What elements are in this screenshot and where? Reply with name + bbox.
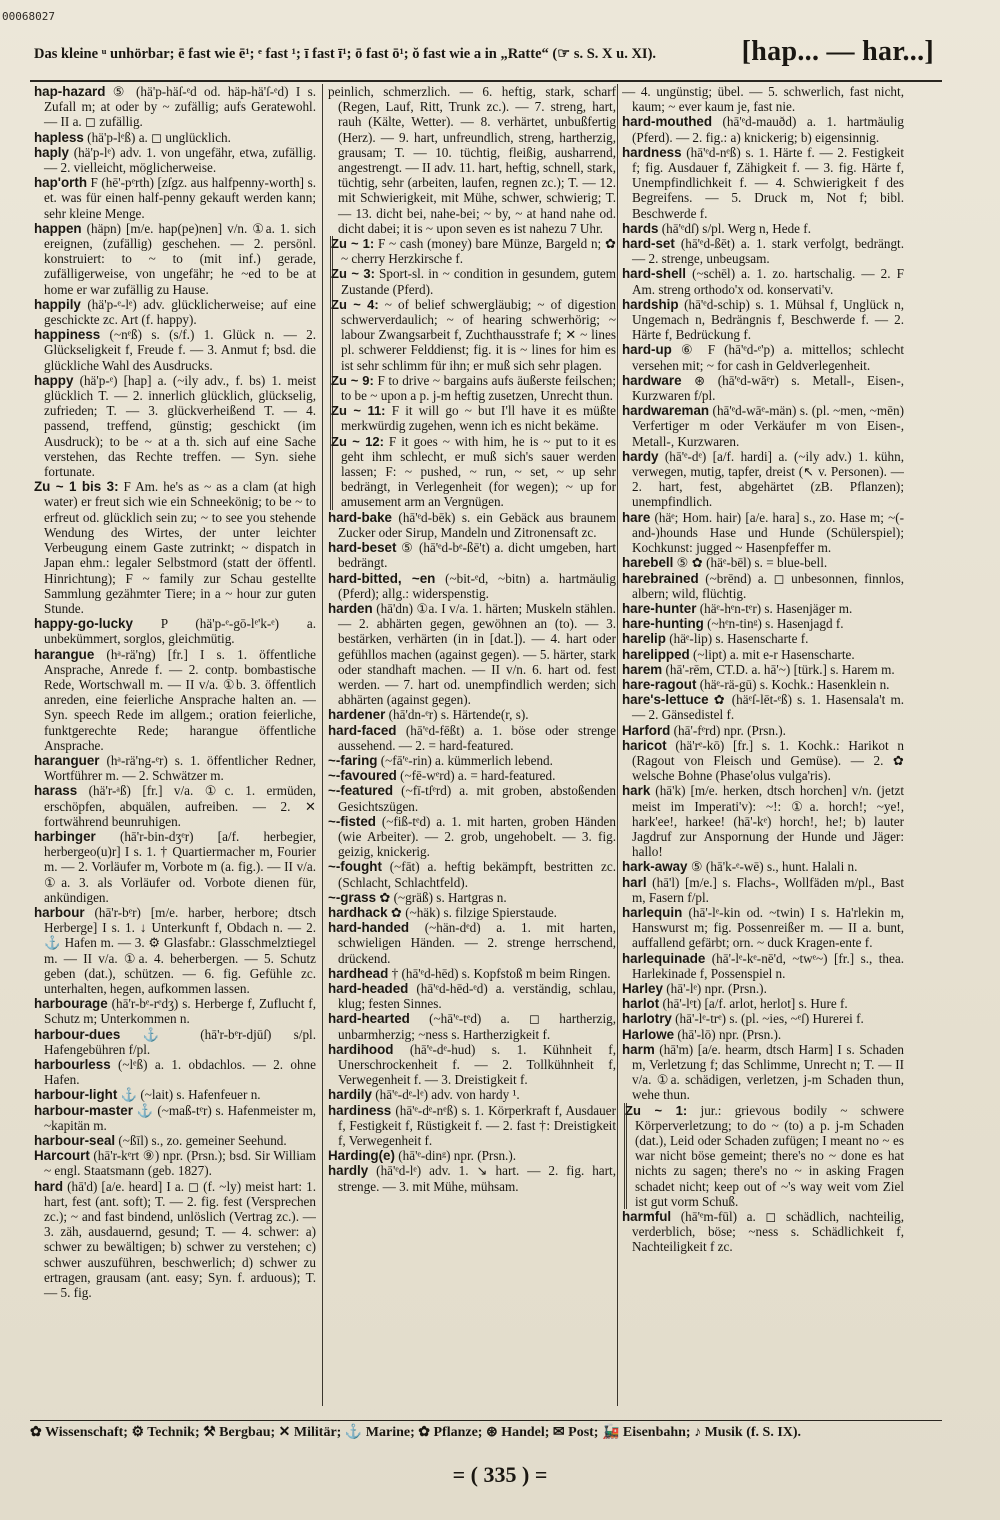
dictionary-entry xyxy=(34,905,316,996)
header-rule xyxy=(30,80,942,82)
headword: haranguer xyxy=(34,752,100,768)
entry-text: F ~ cash (money) bare Münze, Bargeld n; ✿ ~ cherry Herzkirsche f. xyxy=(341,236,616,267)
headword: harelipped xyxy=(622,646,690,662)
headword: Zu ~ 12: xyxy=(331,433,384,449)
headword: ~-faring xyxy=(328,752,378,768)
dictionary-entry xyxy=(34,647,316,753)
headword: hapless xyxy=(34,129,84,145)
dictionary-entry xyxy=(34,479,316,616)
headword: ~-favoured xyxy=(328,768,397,784)
entry-text: (hā'ᵉd-hēd-ᵉd) a. verständig, schlau, klug; festen Sinnes. xyxy=(338,980,616,1012)
entry-text: (hā'dn-ᵉr) s. Härtende(r, s). xyxy=(388,707,529,723)
dictionary-entry xyxy=(622,266,904,296)
dictionary-entry xyxy=(622,677,904,692)
entry-text: ✿ (~gräß) s. Hartgras n. xyxy=(379,889,507,905)
entry-text: (~lipt) a. mit e-r Hasenscharte. xyxy=(693,646,855,662)
entry-text: (hā'ᵉd-wāᵉ-män) s. (pl. ~men, ~mēn) Verfertiger m oder Verkäufer m von Eisen-, Metall-, Kurzwaren. xyxy=(632,403,904,449)
headword: harbinger xyxy=(34,828,96,844)
sub-entry xyxy=(330,236,616,266)
dictionary-entry xyxy=(622,114,904,144)
dictionary-entry xyxy=(328,890,616,905)
headword: haricot xyxy=(622,737,667,753)
entry-text: Sport-sl. in ~ condition in gesundem, gutem Zustande (Pferd). xyxy=(341,266,616,297)
headword: hark xyxy=(622,783,651,799)
dictionary-entry xyxy=(34,996,316,1026)
entry-text: P (hä'p-ᵉ-gō-lᵉ'k-ᵉ) a. unbekümmert, sorglos, gleichmütig. xyxy=(44,616,316,647)
entry-text: (hā'm) [a/e. hearm, dtsch Harm] I s. Schaden m, Verletzung f; das Schlimme, Unrecht n; T. — II v/a. ①a. schädigen, verletzen, j-m Schaden thun, wehe thun. xyxy=(632,1041,904,1103)
entry-text: (hā'r-bᵉ-rᵉdʒ) s. Herberge f, Zuflucht f, Schutz m; Unterkommen n. xyxy=(44,996,316,1027)
entry-text: (hä'p-ᵉ) [hap] a. (~ily adv., f. bs) 1. meist glücklich T. — 2. innerlich glücklich, glückselig, zufrieden; T. — 3. glückverheißend T. — 4. passend, treffend, günstig; geschickt (im Ausdruck); to be ~ at a th. sich auf eine Sache verstehen, das Rechte treffen. — Syn. siehe fortunate. xyxy=(44,372,316,480)
dictionary-entry xyxy=(328,571,616,601)
dictionary-entry xyxy=(622,723,904,738)
headword: harmful xyxy=(622,1209,672,1225)
headword: harass xyxy=(34,783,78,799)
sub-entry xyxy=(624,1103,904,1209)
dictionary-entry xyxy=(328,905,616,920)
dictionary-entry xyxy=(34,783,316,829)
headword: hare's-lettuce xyxy=(622,692,709,708)
dictionary-entry xyxy=(328,707,616,722)
dictionary-entry xyxy=(34,221,316,297)
dictionary-entry xyxy=(622,981,904,996)
dictionary-entry xyxy=(34,753,316,783)
dictionary-entry xyxy=(622,875,904,905)
headword: harebell xyxy=(622,555,674,571)
dictionary-entry xyxy=(34,145,316,175)
headword: hard-hearted xyxy=(328,1011,410,1027)
headword: Zu ~ 9: xyxy=(331,372,374,388)
entry-text: (~ßīl) s., zo. gemeiner Seehund. xyxy=(118,1133,287,1149)
dictionary-entry xyxy=(622,631,904,646)
entry-text: (~bit-ᵉd, ~bitn) a. hartmäulig (Pferd); allg.: widerspenstig. xyxy=(338,570,616,601)
dictionary-entry xyxy=(328,981,616,1011)
entry-text: jur.: grievous bodily ~ schwere Körperverletzung; to do ~ (to) a p. j-m Schaden (dat.), Leid oder Schaden zufügen; I meant no ~ es war nicht böse gemeint; there's no ~ done es hat nichts zu sagen; there's no ~ in asking Fragen schadet nicht; keep out of ~'s way weit vom Ziel ist gut vorm Schuß. xyxy=(635,1102,904,1209)
headword: ~-fought xyxy=(328,859,382,875)
dictionary-entry xyxy=(328,84,616,236)
headword: hard-bake xyxy=(328,509,392,525)
column-divider xyxy=(322,84,323,1406)
dictionary-entry xyxy=(622,1011,904,1026)
entry-text: (~fiß-tᵉd) a. 1. mit harten, groben Händen (wie Arbeiter). — 2. grob, ungehobelt. — 3. fig. geizig, knickerig. xyxy=(338,813,616,860)
dictionary-entry xyxy=(34,1179,316,1301)
headword: harbour-seal xyxy=(34,1133,116,1149)
entry-text: (~hᵉn-tinᵍ) s. Hasenjagd f. xyxy=(707,616,844,632)
page-header xyxy=(34,36,934,80)
entry-text: (hᵃ-rä'ng-ᵉr) s. 1. öffentlicher Redner, Wortführer m. — 2. Schwätzer m. xyxy=(44,752,316,784)
headword: harm xyxy=(622,1041,655,1057)
dictionary-entry xyxy=(34,829,316,905)
entry-text: ⚓ (~lait) s. Hafenfeuer n. xyxy=(120,1087,261,1103)
headword: harangue xyxy=(34,646,95,662)
headword: harlequinade xyxy=(622,950,706,966)
entry-text: (hā'd) [a/e. heard] I a. ◻ (f. ~ly) meist hart: 1. hart, fest (ant. soft); T. — 2. fig. fest (Versprechen zc.); ~ and fast bindend, unlöslich (Vertrag zc.). — 3. zäh, ausdauernd, gesund; T. — 4. schwer: a) schwer zu bewältigen; b) schwer zu verstehen; c) schwer auszuführen, beschwerlich; d) schwer zu ertragen, grausam (ant. easy; Syn. f. arduous); T. — 5. fig. xyxy=(44,1178,316,1301)
headword: harbourage xyxy=(34,996,108,1012)
headword: ~-featured xyxy=(328,783,394,799)
headword: hard-mouthed xyxy=(622,114,713,130)
dictionary-entry xyxy=(622,510,904,556)
entry-text: (~hā'ᵉ-tᵉd) a. ◻ hartherzig, unbarmherzig; ~ness s. Hartherzigkeit f. xyxy=(338,1011,616,1042)
dictionary-entry xyxy=(622,647,904,662)
dictionary-entry xyxy=(328,1148,616,1163)
entry-text: (hā'-lᵉ-kin od. ~twin) I s. Ha'rlekin m, Hanswurst m; fig. Possenreißer m. — II a. bunt, auffallend gefärbt; orn. ~ duck Kragen-ente f. xyxy=(632,904,904,951)
entry-text: (~lᵉß) a. 1. obdachlos. — 2. ohne Hafen. xyxy=(44,1057,316,1088)
entry-text: (hä'p-ᵉ-lᵉ) adv. glücklicherweise; auf eine geschickte zc. Art (f. happy). xyxy=(44,296,316,328)
headword: harbour-light xyxy=(34,1087,118,1103)
entry-text: (häᵉ-lip) s. Hasenscharte f. xyxy=(669,631,809,647)
entry-text: F it will go ~ but I'll have it es müßte merkwürdig zugehen, wenn ich es nicht bekäme. xyxy=(341,403,616,434)
entry-text: F Am. he's as ~ as a clam (at high water) er freut sich wie ein Schneekönig; to be ~ to erfreut od. glücklich sein zu; ~ to see you stehende Wendung des Wirtes, der unter leichter Verbeugung einem Gaste zutrinkt; ~ dispatch in Japan ehm.: legaler Selbstmord (statt der öffentl. Hinrichtung); F ~ family zur Schau gestellte Sammlung gezähmter Tiere; in a ~ hour zur guten Stunde. xyxy=(44,479,316,616)
headword: Zu ~ 1: xyxy=(331,236,375,252)
guide-words: [hap... — har...] xyxy=(741,36,934,67)
headword: harem xyxy=(622,661,663,677)
entry-text: (hā'-lᵉ-trᵉ) s. (pl. ~ies, ~ᵉſ) Hurerei f. xyxy=(675,1011,864,1027)
dictionary-entry xyxy=(328,966,616,981)
dictionary-entry xyxy=(328,510,616,540)
entry-text: (häpn) [m/e. hap(pe)nen] v/n. ①a. 1. sich ereignen, (zufällig) geschehen. — 2. persönl. konstruiert: to ~ to (mit inf.) gerade, zufälligerweise, von ungefähr; he ~ed to be at home er war zufällig zu Hause. xyxy=(44,220,316,297)
headword: harbourless xyxy=(34,1057,111,1072)
dictionary-entry xyxy=(622,1209,904,1255)
entry-text: (hā'ᵉ-dᵉ-nᵉß) s. 1. Körperkraft f, Ausdauer f, Festigkeit f, Rüstigkeit f. — 2. fast †: Dreistigkeit f, Verwegenheit f. xyxy=(338,1102,616,1149)
dictionary-entry xyxy=(34,130,316,145)
dictionary-entry xyxy=(328,601,616,707)
page-number: = ( 335 ) = xyxy=(452,1462,548,1487)
dictionary-entry xyxy=(34,297,316,327)
sub-entry xyxy=(330,266,616,296)
dictionary-entry xyxy=(328,920,616,966)
entry-text: (hā'ᵉdſ) s/pl. Werg n, Hede f. xyxy=(661,220,811,236)
entry-text: (~hän-dᵉd) a. 1. mit harten, schwieligen Händen. — 2. strenge herrschend, drückend. xyxy=(338,920,616,966)
dictionary-entry xyxy=(328,1163,616,1193)
dictionary-entry xyxy=(622,905,904,951)
headword: harebrained xyxy=(622,570,699,586)
dictionary-entry xyxy=(622,555,904,570)
entry-text: (häᵉ-rä-gū) s. Kochk.: Hasenklein n. xyxy=(699,676,890,692)
headword: hare-hunting xyxy=(622,616,704,632)
dictionary-entry xyxy=(622,951,904,981)
entry-text: (hā'-lō) npr. (Prsn.). xyxy=(677,1026,782,1042)
headword: hard-faced xyxy=(328,722,397,738)
headword: hards xyxy=(622,220,659,236)
dictionary-entry xyxy=(622,236,904,266)
dictionary-entry xyxy=(328,768,616,783)
entry-text: (hā'k) [m/e. herken, dtsch horchen] v/n. (jetzt meist im Imperati'v): ~!: ①a. horch!; ~ye!, hark'ee!, harkee! (hā'-kᵉ) horch!, he!; b) lauter Jagdruf zur Anspornung der Hunde und Jäger: hallo! xyxy=(632,783,904,860)
headword: hark-away xyxy=(622,859,688,875)
entry-text: (~brēnd) a. ◻ unbesonnen, finnlos, albern; wild, flüchtig. xyxy=(632,570,904,601)
headword: hardly xyxy=(328,1163,369,1179)
headword: Harlowe xyxy=(622,1026,675,1042)
dictionary-entry xyxy=(622,373,904,403)
dictionary-entry xyxy=(34,1087,316,1102)
headword: hap'orth xyxy=(34,175,88,191)
entry-text: (hä'p-lᵉ) adv. 1. von ungefähr, etwa, zufällig. — 2. vielleicht, möglicherweise. xyxy=(44,144,316,176)
entry-text: (hā'ᵉm-fūl) a. ◻ schädlich, nachteilig, verderblich, böse; ~ness s. Schädlichkeit f, Nachteiligkeit f zc. xyxy=(632,1209,904,1255)
headword: hap-hazard xyxy=(34,84,106,99)
headword: hardhack xyxy=(328,904,388,920)
dictionary-entry xyxy=(34,1133,316,1148)
entry-text: (hā'l) [m/e.] s. Flachs-, Wollfäden m/pl., Bast m, Fasern f/pl. xyxy=(632,874,904,905)
dictionary-entry xyxy=(34,373,316,479)
dictionary-entry xyxy=(622,859,904,874)
entry-text: ⚓ (hā'r-bᵉr-djūſ) s/pl. Hafengebühren f/pl. xyxy=(44,1026,316,1057)
column-2 xyxy=(328,84,616,1406)
entry-text: (hā'r-kᵉrt ⑨) npr. (Prsn.); bsd. Sir William ~ engl. Staatsmann (geb. 1827). xyxy=(44,1148,316,1179)
headword: hare-ragout xyxy=(622,676,697,692)
headword: hard-bitted, ~en xyxy=(328,570,436,586)
dictionary-entry xyxy=(34,175,316,221)
dictionary-entry xyxy=(328,753,616,768)
dictionary-entry xyxy=(622,1027,904,1042)
headword: hard xyxy=(34,1178,64,1194)
headword: hare-hunter xyxy=(622,600,697,616)
entry-text: ⑥ F (hā'ᵉd-ᵉ'p) a. mittellos; schlecht versehen mit; ~ for cash in Geldverlegenheit. xyxy=(632,342,904,373)
entry-text: (hā'ᵉ-dᵉ) [a/f. hardi] a. (~ily adv.) 1. kühn, verwegen, mutig, tapfer, dreist (↖ v. Personen). — 2. hart, fest, abgehärtet (zB. Pflanzen); unempfindlich. xyxy=(632,448,904,510)
dictionary-entry xyxy=(622,783,904,859)
headword: harbour-dues xyxy=(34,1026,121,1042)
dictionary-entry xyxy=(328,540,616,570)
sub-entry xyxy=(330,434,616,510)
dictionary-entry xyxy=(328,859,616,889)
dictionary-entry xyxy=(328,814,616,860)
sub-entry xyxy=(330,297,616,373)
dictionary-entry xyxy=(622,1042,904,1103)
entry-text: (hā'-lᵉ) npr. (Prsn.). xyxy=(666,980,767,996)
headword: Harley xyxy=(622,980,663,996)
entry-text: (hā'dn) ①a. I v/a. 1. härten; Muskeln stählen. — 2. abhärten gegen, gewöhnen an (to). — 3. bestärken, verhärten (in in [dat.]). — 4. hart oder gefühllos machen (against gegen). — 5. härter, stark oder standhaft machen. — II v/n. 6. hart od. fest werden. — 7. hart od. unempfindlich werden; sich abhärten (against gegen). xyxy=(338,600,616,708)
headword: hare xyxy=(622,509,651,525)
entry-text: (hā'ᵉ-dᵉ-hud) s. 1. Kühnheit f, Unerschrockenheit f. — 2. Tollkühnheit f, Verwegenheit f. — 3. Dreistigkeit f. xyxy=(338,1041,616,1088)
column-1 xyxy=(34,84,316,1406)
symbol-legend: ✿ Wissenschaft; ⚙ Technik; ⚒ Bergbau; ✕ Militär; ⚓ Marine; ✿ Pflanze; ⊛ Handel; ✉ Post; 🚂 Eisenbahn; ♪ Musik (f. S. IX). xyxy=(30,1420,942,1446)
headword: haply xyxy=(34,144,69,160)
column-divider xyxy=(617,84,618,1406)
headword: hardwareman xyxy=(622,403,710,419)
headword: hardiness xyxy=(328,1102,392,1118)
entry-text: (hā'ᵉd-ßēt) a. 1. stark verfolgt, bedrängt. — 2. strenge, unbeugsam. xyxy=(632,236,904,267)
headword: hard-headed xyxy=(328,980,409,996)
sub-entry xyxy=(330,403,616,433)
sub-entry xyxy=(330,373,616,403)
entry-text: (~schēl) a. 1. zo. hartschalig. — 2. F Am. streng orthodo'x od. konservati'v. xyxy=(632,266,904,297)
entry-text: (häᵉ-hᵉn-tᵉr) s. Hasenjäger m. xyxy=(699,600,853,616)
headword: happiness xyxy=(34,327,101,343)
entry-text: (hä'p-lᵉß) a. ◻ unglücklich. xyxy=(87,129,231,145)
entry-text: ⑤ (hā'ᵉd-bᵉ-ßē't) a. dicht umgeben, hart bedrängt. xyxy=(338,540,616,571)
dictionary-entry xyxy=(622,571,904,601)
headword: harbour xyxy=(34,904,85,920)
dictionary-entry xyxy=(34,1103,316,1133)
headword: Zu ~ 1 bis 3: xyxy=(34,479,119,495)
headword: harden xyxy=(328,600,373,616)
column-3 xyxy=(622,84,904,1406)
dictionary-entry xyxy=(34,1027,316,1057)
headword: hardware xyxy=(622,372,682,388)
dictionary-entry xyxy=(34,327,316,373)
dictionary-entry xyxy=(622,221,904,236)
dictionary-entry xyxy=(34,616,316,646)
dictionary-entry xyxy=(622,738,904,784)
entry-text: ⚓ (~maß-tᵉr) s. Hafenmeister m, ~kapitän m. xyxy=(44,1102,316,1133)
dictionary-entry xyxy=(328,783,616,813)
dictionary-entry xyxy=(328,723,616,753)
headword: Harding(e) xyxy=(328,1148,395,1164)
dictionary-entry xyxy=(622,692,904,722)
headword: Zu ~ 3: xyxy=(331,266,375,282)
headword: hardily xyxy=(328,1087,372,1103)
entry-text: (hā'-lᵉ-kᵉ-nē'd, ~twᵉ~) [fr.] s., thea. Harlekinade f, Possenspiel n. xyxy=(632,950,904,981)
headword: hard-beset xyxy=(328,540,397,556)
entry-text: ✿ (~häk) s. filzige Spierstaude. xyxy=(390,904,557,920)
dictionary-entry xyxy=(34,1148,316,1178)
entry-text: (~fī-tſᵉrd) a. mit groben, abstoßenden Gesichtszügen. xyxy=(338,783,616,814)
headword: hard-handed xyxy=(328,920,410,936)
dictionary-entry xyxy=(622,297,904,343)
dictionary-entry xyxy=(328,1087,616,1102)
entry-text: (~fē-wᵉrd) a. = hard-featured. xyxy=(400,768,556,784)
dictionary-entry xyxy=(622,662,904,677)
headword: hardihood xyxy=(328,1041,394,1057)
entry-text: (hā'ᵉd-lᵉ) adv. 1. ↘ hart. — 2. fig. hart, strenge. — 3. mit Mühe, mühsam. xyxy=(338,1163,616,1194)
entry-text: (häᵉ; Hom. hair) [a/e. hara] s., zo. Hase m; ~(-and-)hounds Hase und Hunde (Schülerspiel); Kochkunst: jugged ~ Hasenpfeffer m. xyxy=(632,509,904,556)
headword: harlotry xyxy=(622,1011,672,1027)
headword: hardhead xyxy=(328,965,389,981)
entry-text: (hā'ᵉd-nᵉß) s. 1. Härte f. — 2. Festigkeit f; fig. Ausdauer f, Zähigkeit f. — 3. fig. Härte f, Unempfindlichkeit f. — 4. Schwierigkeit f des Begreifens. — 5. Druck m, Not f; bibl. Beschwerde f. xyxy=(632,144,904,221)
dictionary-entry xyxy=(622,996,904,1011)
headword: Harcourt xyxy=(34,1148,90,1164)
entry-text: (hā'ᵉ-dᵉ-lᵉ) adv. von hardy ¹. xyxy=(375,1087,520,1103)
entry-text: ⑤ ✿ (häᵉ-bēl) s. = blue-bell. xyxy=(676,555,828,571)
entry-text: (hā'ᵉ-dinᵍ) npr. (Prsn.). xyxy=(398,1148,517,1164)
pronunciation-key: Das kleine ᵘ unhörbar; ē fast wie ē¹; ᵉ fast ¹; ī fast ī¹; ō fast ō¹; ŏ fast wie a in „Ratte“ (☞ s. S. X u. XI). xyxy=(34,46,657,62)
entry-text: ⑤ (hā'k-ᵉ-wē) s., hunt. Halali n. xyxy=(690,859,858,875)
dictionary-entry xyxy=(328,1042,616,1088)
entry-text: F (hē'-pᵉrth) [zſgz. aus halfpenny-worth] s. et. was für einen half-penny gekauft werden kann; sehr kleine Menge. xyxy=(44,175,316,221)
headword: hardy xyxy=(622,448,659,464)
dictionary-entry xyxy=(34,84,316,130)
headword: harlot xyxy=(622,996,660,1012)
entry-text: ⑤ (hä'p-häſ-ᵉd od. häp-hä'ſ-ᵉd) I s. Zufall m; at oder by ~ zufällig; aufs Geratewohl. — II a. ◻ zufällig. xyxy=(44,84,316,130)
entry-text: (hā'ᵉd-bēk) s. ein Gebäck aus braunem Zucker oder Sirup, Mandeln und Zitronensaft zc. xyxy=(338,509,616,540)
entry-text: (hā'ᵉd-mauðd) a. 1. hartmäulig (Pferd). — 2. fig.: a) knickerig; b) eigensinnig. xyxy=(632,114,904,145)
entry-text: (~nᵉß) s. (s/f.) 1. Glück n. — 2. Glückseligkeit f, Freude f. — 3. Anmut f; bsd. die glückliche Wahl des Ausdrucks. xyxy=(44,327,316,373)
dictionary-entry xyxy=(622,601,904,616)
entry-text: (hā'ᵉd-schip) s. 1. Mühsal f, Unglück n, Ungemach n, Bedrängnis f, Beschwerde f. — 2. Härte f, Bedrückung f. xyxy=(632,296,904,343)
dictionary-entry xyxy=(622,84,904,114)
headword: harbour-master xyxy=(34,1102,133,1118)
entry-text: F to drive ~ bargains aufs äußerste feilschen; to be ~ upon a p. j-m heftig zusetzen, Unrecht thun. xyxy=(341,372,616,404)
dictionary-entry xyxy=(622,616,904,631)
entry-text: (hä'r-ᵃß) [fr.] v/a. ①c. 1. ermüden, erschöpfen, abquälen, aufreiben. — 2. ✕ fortwährend beunruhigen. xyxy=(44,783,316,829)
entry-text: peinlich, schmerzlich. — 6. heftig, stark, scharf (Regen, Lauf, Ritt, Trunk zc.). — 7. streng, hart, rauh (Kälte, Wetter). — 8. verhärtet, unbußfertig (Herz). — 9. hart, unfreundlich, streng, hartherzig, grausam; T. — 10. tüchtig, fleißig, ausharrend, angestrengt. — II adv. 11. hart, heftig, schnell, stark, tüchtig, sehr (arbeiten, laufen, regnen zc.); T. — 12. mit Schwierigkeit, mit Mühe, schwer, schwierig; T. — 13. dicht bei, nahe-bei; ~ by, ~ at hand nahe od. dicht dabei; it is ~ upon seven es ist nahezu 7 Uhr. xyxy=(328,84,616,236)
headword: hard-up xyxy=(622,342,672,358)
dictionary-entry xyxy=(622,342,904,372)
entry-text: (~fāt) a. heftig bekämpft, bestritten zc. (Schlacht, Schlachtfeld). xyxy=(338,859,616,890)
entry-text: F it goes ~ with him, he is ~ put to it es geht ihm schlecht, er muß sich's sauer werden lassen; F: ~ pushed, ~ run, ~ set, ~ up sehr bedrängt, in Verlegenheit (for wegen); ~ up for amusement arm an Vergnügen. xyxy=(341,433,616,510)
headword: hardness xyxy=(622,144,682,160)
headword: Zu ~ 4: xyxy=(331,296,379,312)
entry-text: ✿ (häᵉſ-lēt-ᵉß) s. 1. Hasensala't m. — 2. Gänsedistel f. xyxy=(632,692,904,723)
entry-text: (hᵃ-rä'ng) [fr.] I s. 1. öffentliche Ansprache, Anrede f. — 2. contp. bombastische Rede, Wortschwall m. — II v/a. ①b. 3. öffentlich anreden, eine feierliche Ansprache halten an. — Syn. speech Rede im allgem.; oration feierliche, funktgerechte Rede; harangue öffentliche Ansprache. xyxy=(44,646,316,753)
entry-text: † (hā'ᵉd-hēd) s. Kopfstoß m beim Ringen. xyxy=(391,965,611,981)
dictionary-entry xyxy=(622,403,904,449)
entry-text: (hā'ᵉd-fēßt) a. 1. böse oder strenge aussehend. — 2. = hard-featured. xyxy=(338,722,616,753)
entry-text: (~fā'ᵉ-rin) a. kümmerlich lebend. xyxy=(380,752,553,768)
headword: hard-set xyxy=(622,236,675,252)
headword: hardship xyxy=(622,296,679,312)
entry-text: ~ of belief schwergläubig; ~ of digestion schwerverdaulich; ~ of hearing schwerhörig; ~ labour Zwangsarbeit f, Zuchthausstrafe f; ✕ ~ lines pl. schwerer Felddienst; fig. it is ~ lines for him es ist sehr schlimm für ihn; er muß sich sehr plagen. xyxy=(341,296,616,373)
scan-id: 00068027 xyxy=(2,10,55,23)
headword: harlequin xyxy=(622,904,683,920)
headword: ~-fisted xyxy=(328,813,376,829)
headword: harelip xyxy=(622,631,666,647)
headword: Harford xyxy=(622,722,671,738)
headword: happily xyxy=(34,296,81,312)
headword: Zu ~ 11: xyxy=(331,403,386,419)
dictionary-entry xyxy=(622,449,904,510)
headword: harl xyxy=(622,874,647,890)
entry-text: (hā'r-bin-dʒᵉr) [a/f. herbegier, herbergeo(u)r] I s. 1. † Quartiermacher m, Fourier m. — 2. Vorläufer m, Vorbote m (a. fig.). — II v/a. ①a. 3. als Vorläufer od. Vorbote dienen für, ankündigen. xyxy=(44,828,316,905)
headword: happen xyxy=(34,220,82,236)
entry-text: (hā'-lᵉt) [a/f. arlot, herlot] s. Hure f. xyxy=(662,996,848,1012)
dictionary-entry xyxy=(34,1057,316,1087)
headword: Zu ~ 1: xyxy=(625,1102,688,1118)
entry-text: (hā'-rēm, CT.D. a. hā'~) [türk.] s. Harem m. xyxy=(665,661,895,677)
entry-text: (hä'rᵉ-kō) [fr.] s. 1. Kochk.: Harikot n (Ragout von Fleisch und Gemüse). — 2. ✿ welsche Bohne (Phase'olus vulga'ris). xyxy=(632,737,904,784)
entry-text: ⊛ (hā'ᵉd-wāᵉr) s. Metall-, Eisen-, Kurzwaren f/pl. xyxy=(632,372,904,404)
dictionary-entry xyxy=(328,1011,616,1041)
entry-text: (hā'r-bᵉr) [m/e. harber, herbore; dtsch Herberge] I s. 1. ↓ Unterkunft f, Obdach n. — 2. ⚓ Hafen m. — 3. ⚙ Glasfabr.: Glasschmelztiegel m. — II v/a. ①a. 4. beherbergen. — 5. Schutz geben (dat.), schützen. — 6. fig. Gefühle zc. unterhalten, hegen, aufkommen lassen. xyxy=(44,904,316,996)
headword: happy xyxy=(34,372,74,388)
headword: hardener xyxy=(328,707,386,723)
entry-text: (hā'-fᵉrd) npr. (Prsn.). xyxy=(673,722,786,738)
headword: ~-grass xyxy=(328,889,377,905)
entry-text: — 4. ungünstig; übel. — 5. schwerlich, fast nicht, kaum; ~ ever kaum je, fast nie. xyxy=(622,84,904,115)
dictionary-entry xyxy=(622,145,904,221)
headword: happy-go-lucky xyxy=(34,616,133,632)
headword: hard-shell xyxy=(622,266,686,282)
dictionary-entry xyxy=(328,1103,616,1149)
